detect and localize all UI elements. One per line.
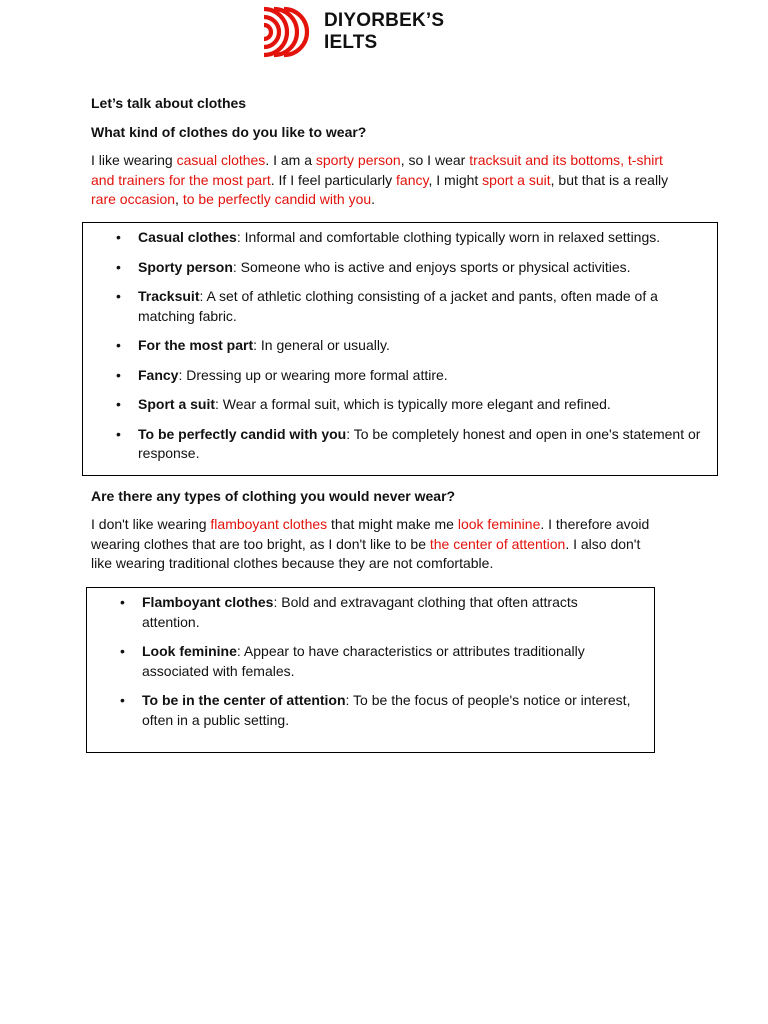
highlighted-phrase: rare occasion	[91, 191, 176, 207]
answer-text: I don't like wearing	[91, 516, 211, 532]
answer-2	[91, 515, 659, 574]
answer-text: ,	[175, 191, 183, 207]
vocab-list-1	[138, 228, 703, 464]
vocab-item	[142, 642, 634, 681]
brand-logo-icon	[262, 6, 312, 58]
vocab-box-2	[86, 587, 655, 753]
vocab-definition: : Dressing up or wearing more formal attire.	[178, 366, 448, 383]
brand-logo-text	[324, 10, 444, 54]
answer-text: .	[371, 191, 376, 207]
vocab-term: Flamboyant clothes	[142, 594, 274, 610]
vocab-term: Fancy	[138, 366, 179, 383]
answer-1	[91, 151, 687, 210]
vocab-item	[138, 287, 703, 326]
vocab-item	[138, 425, 703, 464]
vocab-item	[142, 691, 634, 730]
vocab-box-1	[82, 222, 718, 476]
brand-logo	[262, 6, 444, 58]
highlighted-phrase: fancy	[396, 171, 429, 188]
vocab-list-2	[142, 593, 634, 730]
vocab-term: To be in the center of attention	[142, 692, 346, 708]
section-title: Let’s talk about clothes	[91, 95, 247, 111]
vocab-term: Tracksuit	[138, 288, 200, 304]
highlighted-phrase: sport a suit	[482, 171, 551, 188]
vocab-term: Sport a suit	[138, 396, 216, 412]
vocab-item	[138, 258, 703, 278]
highlighted-phrase: tracksuit and its bottoms, t-shirt and trainers for the most part	[91, 152, 663, 188]
vocab-term: Sporty person	[138, 258, 233, 275]
highlighted-phrase: flamboyant clothes	[210, 516, 328, 532]
vocab-term: For the most part	[138, 337, 254, 353]
question-2: Are there any types of clothing you would never wear?	[91, 488, 456, 504]
brand-line-2: IELTS	[324, 32, 378, 53]
vocab-definition: : Bold and extravagant clothing that often attracts attention.	[142, 594, 578, 630]
answer-text: . If I feel particularly	[270, 171, 397, 188]
vocab-definition: : To be completely honest and open in one's statement or response.	[138, 425, 701, 461]
vocab-definition: : Appear to have characteristics or attributes traditionally associated with females.	[142, 643, 585, 679]
vocab-definition: : A set of athletic clothing consisting of a jacket and pants, often made of a matching fabric.	[138, 288, 658, 324]
vocab-item	[138, 228, 703, 248]
vocab-definition: : Wear a formal suit, which is typically more elegant and refined.	[215, 396, 611, 412]
vocab-term: Casual clothes	[138, 229, 237, 245]
answer-text: . I am a	[265, 152, 316, 168]
highlighted-phrase: sporty person	[315, 152, 401, 168]
brand-line-1: DIYORBEK’S	[324, 10, 445, 31]
answer-text: I like wearing	[91, 152, 177, 168]
answer-text: that might make me	[327, 516, 458, 532]
highlighted-phrase: to be perfectly candid with you	[182, 191, 372, 207]
vocab-term: To be perfectly candid with you	[138, 425, 347, 442]
answer-text: . I therefore avoid wearing clothes that are too bright, as I don't like to be	[91, 516, 650, 552]
answer-text: , so I wear	[400, 152, 470, 168]
vocab-item	[138, 395, 703, 415]
vocab-term: Look feminine	[142, 643, 237, 659]
answer-text: , I might	[428, 171, 483, 188]
vocab-definition: : To be the focus of people's notice or interest, often in a public setting.	[142, 692, 631, 728]
highlighted-phrase: the center of attention	[429, 535, 566, 552]
vocab-definition: : Someone who is active and enjoys sports or physical activities.	[232, 258, 631, 275]
vocab-item	[138, 366, 703, 386]
answer-text: . I also don't like wearing traditional clothes because they are not comfortable.	[91, 535, 641, 571]
question-1: What kind of clothes do you like to wear?	[91, 124, 367, 140]
vocab-item	[142, 593, 634, 632]
vocab-item	[138, 336, 703, 356]
highlighted-phrase: casual clothes	[176, 152, 266, 168]
answer-text: , but that is a really	[550, 171, 669, 188]
vocab-definition: : In general or usually.	[253, 337, 390, 353]
highlighted-phrase: look feminine	[457, 516, 541, 532]
vocab-definition: : Informal and comfortable clothing typically worn in relaxed settings.	[236, 229, 661, 245]
